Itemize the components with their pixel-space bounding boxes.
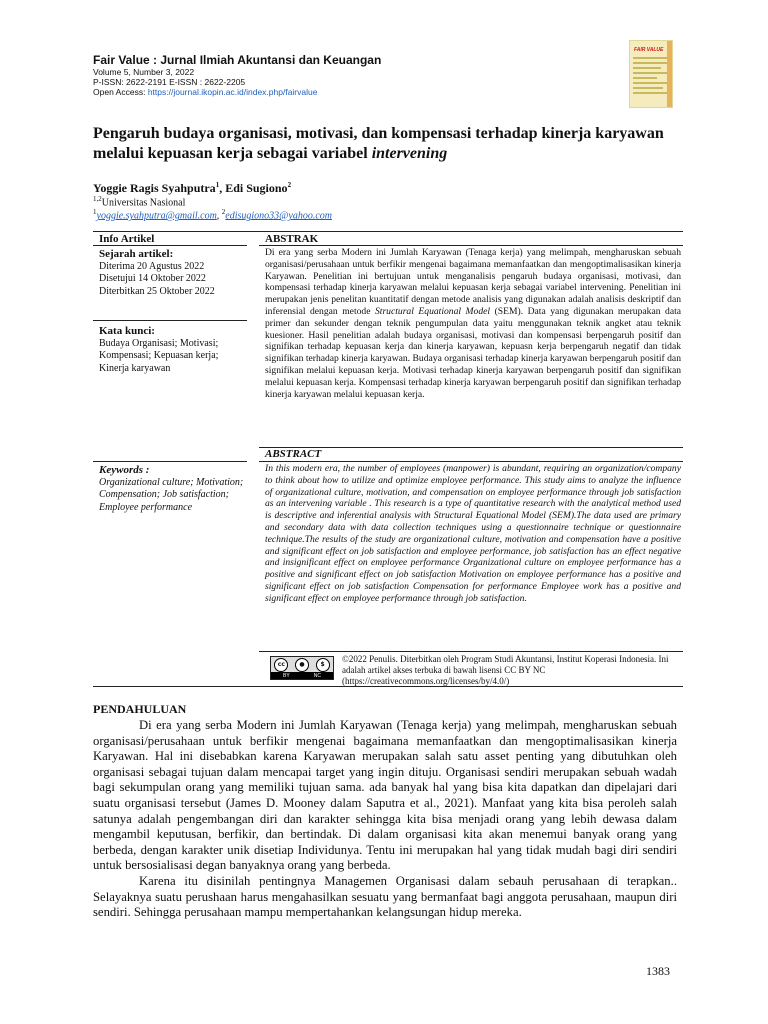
email-separator: , [216, 210, 222, 222]
abstract-bottom-rule [259, 651, 683, 652]
cover-line [633, 57, 667, 59]
abstract-header-rule [259, 461, 683, 462]
cc-nc-label: NC [313, 672, 321, 679]
keywords-block [99, 464, 249, 514]
affiliation-name: Universitas Nasional [101, 197, 186, 209]
author-emails [93, 206, 332, 222]
license-block [270, 654, 682, 684]
abstract-header: ABSTRACT [265, 448, 322, 460]
article-title [93, 124, 683, 164]
license-text: ©2022 Penulis. Diterbitkan oleh Program Studi Akuntansi, Institut Koperasi Indonesia. Ini adalah artikel akses terbuka di bawah lisensi CC BY NC (https://creativecommons.org/licenses/by/4.0/) [342, 654, 669, 686]
cover-line [633, 87, 663, 89]
abstrak-text-italic: Structural Equational Model [374, 305, 491, 317]
journal-name: Fair Value : Jurnal Ilmiah Akuntansi dan Keuangan [93, 53, 382, 67]
person-icon: ● [295, 658, 309, 672]
journal-cover-thumbnail [629, 40, 673, 108]
section-title: PENDAHULUAN [93, 702, 187, 716]
table-top-rule [93, 231, 683, 232]
kata-kunci-block [99, 325, 249, 375]
cover-side-strip [667, 41, 672, 107]
date-received: Diterima 20 Agustus 2022 [99, 260, 205, 272]
cover-line [633, 77, 657, 79]
date-published: Diterbitkan 25 Oktober 2022 [99, 285, 215, 297]
article-title-main: Pengaruh budaya organisasi, motivasi, dan kompensasi terhadap kinerja karyawan melalui kepuasan kerja sebagai variabel [93, 125, 664, 162]
article-history [99, 248, 249, 298]
email-1-sup: 1 [93, 208, 97, 216]
abstrak-header: ABSTRAK [265, 233, 319, 245]
affiliation-sup: 1,2 [93, 195, 102, 203]
cc-by-label: BY [283, 672, 290, 679]
keywords-id-rule [93, 461, 247, 462]
intro-body [93, 718, 677, 921]
info-artikel-header: Info Artikel [99, 233, 155, 245]
paragraph-1: Di era yang serba Modern ini Jumlah Karyawan (Tenaga kerja) yang melimpah, mengharuskan sebuah organisasi/perusahaan untuk berfikir mengenai bagaimana memanfaatkan dan mengoptimalisasikan kinerja Karyawan. Hal ini disebabkan karena Karyawan merupakan salah satu asset penting yang dibutuhkan oleh organisasi sebagai tujuan dalam mencapai target yang ingin dituju. Organisasi sendiri merupakan sebuah wadah bagi sekumpulan orang yang memiliki tujuan sama. ada banyak hal yang bisa kita dapatkan dan dipelajari dari suatu organisasi tersebut (James D. Mooney dalam Saputra et al., 2021). Manfaat yang kita bisa peroleh salah satunya adalah pengembangan diri dan karakter sehingga kita bisa menjadi orang yang lebih dewasa dalam mengambil keputusan, berfikir, dan bertindak. Di dalam organisasi kita akan menemui banyak orang yang berbeda, dengan karakter unik disetiap Individunya. Tentu ini merupakan hal yang tidak mudah bagi diri sendiri untuk bersosialisasi degan banyaknya orang yang berbeda. [93, 718, 677, 873]
abstrak-text-b: (SEM). Data yang digunakan merupakan data primer dan sekunder dengan teknik pengumpulan data yaitu menggunakan teknik angket atau teknik kuesioner. Hasil penelitian adalah budaya organisasi, motivasi dan kompensasi berpengaruh positif dan signifikan terhadap kepuasan kerja dan kinerja karyawan, kepuasn kerja berpengaruh negatif dan tidak signifikan terhadap kinerja karyawan. Budaya organisasi terhadap kinerja karyawan berpengaruh positif dan signifikan melalui kepuasan kerja. Motivasi terhadap kinerja karyawan berpengaruh positif dan signifikan melalui kepuasan kerja. Kompensasi terhadap kinerja karyawan berpengaruh positif dan signifikan terhadap kinerja karyawan melalui kepuasan kerja. [265, 305, 681, 400]
kata-kunci-list: Budaya Organisasi; Motivasi; Kompensasi; Kepuasan kerja; Kinerja karyawan [99, 337, 219, 374]
open-access-label: Open Access: [93, 87, 146, 97]
email-2-link[interactable]: edisugiono33@yahoo.com [225, 210, 332, 222]
cover-title: FAIR VALUE [634, 47, 664, 53]
journal-url-link[interactable]: https://journal.ikopin.ac.id/index.php/fairvalue [147, 87, 318, 97]
keywords-label: Keywords : [99, 464, 150, 476]
no-dollar-icon: $ [316, 658, 330, 672]
author-separator: , [219, 181, 226, 195]
history-rule [93, 320, 247, 321]
paragraph-2: Karena itu disinilah pentingnya Managemen Organisasi dalam sebauh perusahaan di terapkan.. Selayaknya suatu perushaan harus mengahasilkan sesuatu yang bermanfaat bagi anggota perusahaan, maupun diri sendiri. Sehingga perusahaan mampu mempertahankan kelangsungan hidup mereka. [93, 873, 677, 920]
cover-line [633, 67, 661, 69]
email-2-sup: 2 [221, 208, 226, 216]
author-2: Edi Sugiono [225, 181, 288, 195]
abstrak-header-rule [259, 245, 683, 246]
cc-icon: cc [274, 658, 288, 672]
cover-line [633, 92, 667, 94]
author-2-sup: 2 [287, 181, 292, 189]
author-1: Yoggie Ragis Syahputra [93, 181, 216, 195]
cover-line [633, 62, 667, 64]
kata-kunci-label: Kata kunci: [99, 325, 155, 337]
cc-badge-labels [271, 672, 333, 679]
article-title-italic: intervening [371, 145, 448, 162]
abstrak-body [265, 247, 681, 400]
keywords-list: Organizational culture; Motivation; Compensation; Job satisfaction; Employee performance [99, 476, 244, 513]
history-label: Sejarah artikel: [99, 248, 174, 260]
author-1-sup: 1 [215, 181, 220, 189]
date-accepted: Disetujui 14 Oktober 2022 [99, 273, 206, 284]
info-header-rule [93, 245, 247, 246]
email-1-link[interactable]: yoggie.syahputra@gmail.com [96, 210, 217, 222]
cc-badge-icons [271, 657, 333, 672]
abstrak-bottom-rule [259, 447, 683, 448]
cover-line [633, 72, 667, 74]
journal-open-access [93, 87, 613, 97]
abstract-body: In this modern era, the number of employees (manpower) is abundant, requiring an organization/company to think about how to utilize and optimize employee performance. This study aims to analyze the influence of organizational culture, motivation, and compensation on employee performance through job satisfaction as an intervening variable . This research is a type of quantitative research with the analytical method used is descriptive and inferential analysis with Structural Equational Model (SEM).The data used are primary and secondary data with data collection techniques using a questionnaire technique or questionnaire technique.The results of the study are organizational culture, motivation and compensation have a positive and significant effect on job satisfaction and employee performance, job satisfaction has an effect negative and insignificant effect on employee performance Organizational culture on employee performance has a positive and significant effect on job satisfaction Motivation on employee performance has a positive and significant effect on job satisfaction Compensation for performance Employee work has a positive and significant effect on employee performance through job satisfaction. [265, 463, 681, 604]
page-number: 1383 [646, 964, 670, 978]
journal-volume: Volume 5, Number 3, 2022 [93, 67, 195, 77]
abstrak-text-a: Di era yang serba Modern ini Jumlah Karyawan (Tenaga kerja) yang melimpah, mengharuskan sebuah organisasi/perusahaan untuk berfikir mengenai bagaimana memanfaatkan dan mengoptimalisasikan kinerja Karyawan. Penelitian ini bertujuan untuk menganalisis pengaruh budaya organisasi, motivasi, dan kompensasi terhadap kinerja karyawan melalui kepuasan kerja sebagai variabel intervening. Penelitian ini merupakan jenis penelitan kuantitatif dengan metode analisis yang digunakan adalah analisis deskriptif dan inferensial dengan metode [265, 247, 681, 317]
journal-issn: P-ISSN: 2622-2191 E-ISSN : 2622-2205 [93, 77, 246, 87]
cc-by-nc-badge[interactable] [270, 656, 334, 680]
journal-header [93, 53, 613, 97]
cover-line [633, 82, 667, 84]
